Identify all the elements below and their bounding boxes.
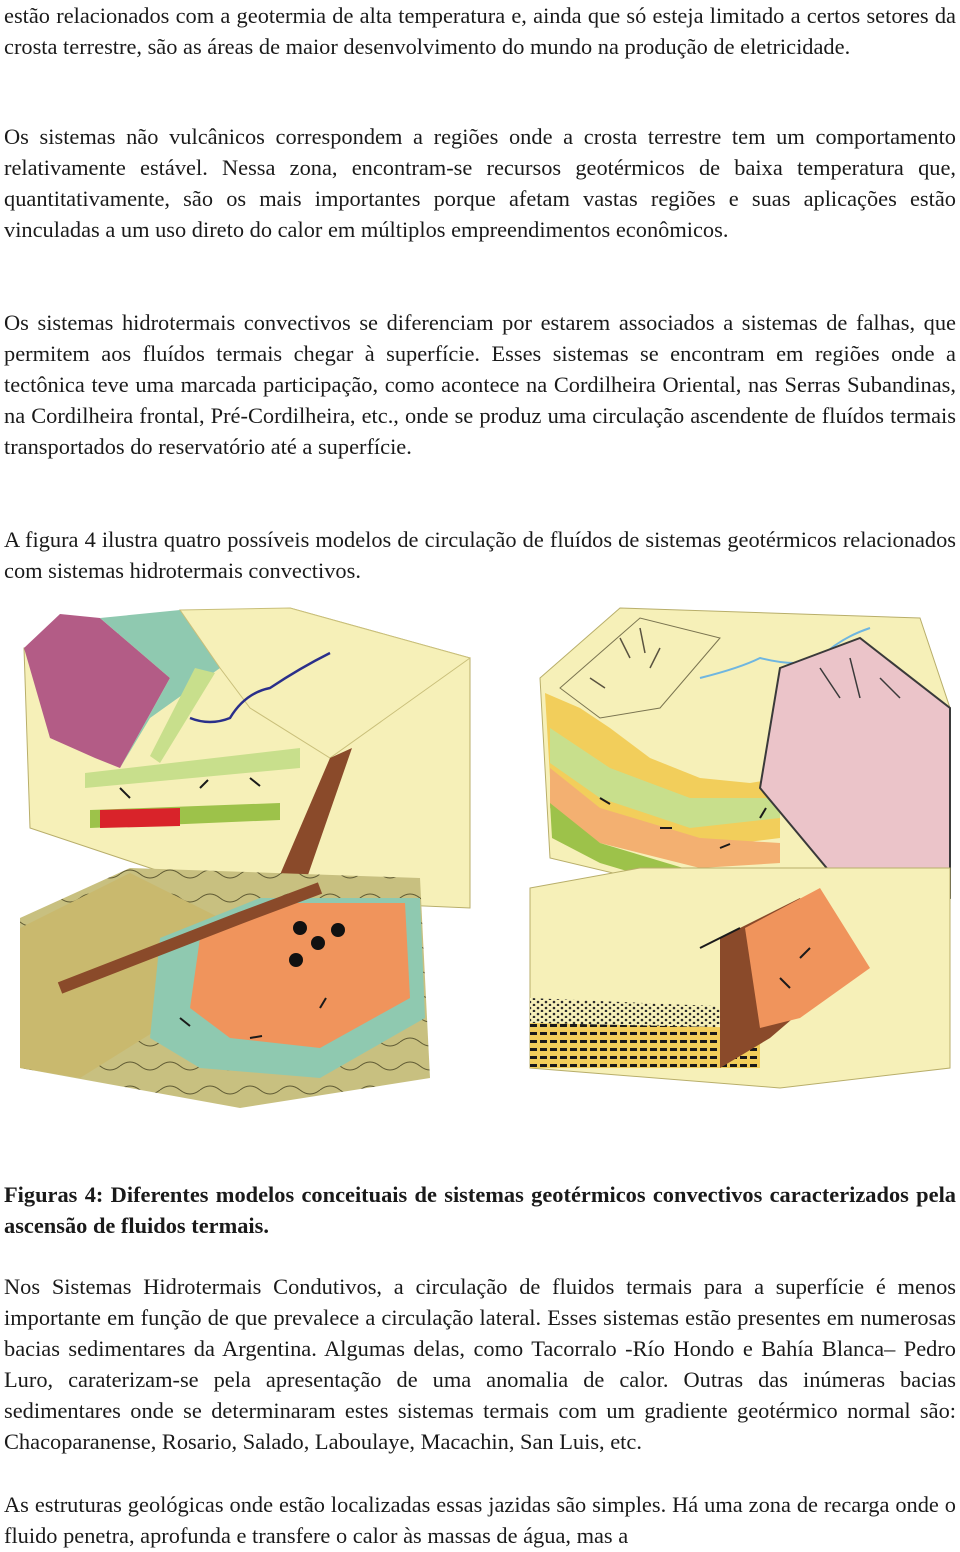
paragraph-conductive-systems: Nos Sistemas Hidrotermais Condutivos, a circulação de fluidos termais para a superfície é menos importante em função de que prevalece a circulação lateral. Esses sistemas estão presentes em numerosas bacias sedimentares da Argentina. Algumas delas, como Tacorralo -Río Hondo e Bahía Blanca– Pedro Luro, caraterizam-se pela apresentação de uma anomalia de calor. Outras das inúmeras bacias sedimentares onde se determinaram estes sistemas termais com um gradiente geotérmico normal são: Chacoparanense, Rosario, Salado, Laboulaye, Macachin, San Luis, etc. <box>4 1274 956 1454</box>
figure-caption: Figuras 4: Diferentes modelos conceituais de sistemas geotérmicos convectivos caracterizados pela ascensão de fluidos termais. <box>4 1182 956 1238</box>
paragraph-figure-reference: A figura 4 ilustra quatro possíveis modelos de circulação de fluídos de sistemas geotérmicos relacionados com sistemas hidrotermais convectivos. <box>4 527 956 583</box>
panel-folded-layers <box>20 868 430 1108</box>
paragraph-non-volcanic-systems: Os sistemas não vulcânicos correspondem a regiões onde a crosta terrestre tem um comportamento relativamente estável. Nessa zona, encontram-se recursos geotérmicos de baixa temperatura que, quantitativamente, são os mais importantes porque afetam vastas regiões e suas aplicações estão vinculadas a um uso direto do calor em múltiplos empreendimentos econômicos. <box>4 124 956 242</box>
paragraph-geologic-structures: As estruturas geológicas onde estão localizadas essas jazidas são simples. Há uma zona de recarga onde o fluido penetra, aprofunda e transfere o calor às massas de água, mas a <box>4 1492 956 1548</box>
panel-fault-block <box>24 608 470 908</box>
panel-normal-fault <box>530 868 950 1088</box>
paragraph-hydrothermal-convective: Os sistemas hidrotermais convectivos se diferenciam por estarem associados a sistemas de falhas, que permitem aos fluídos termais chegar à superfície. Esses sistemas se encontram em regiões onde a tectônica teve uma marcada participação, como acontece na Cordilheira Oriental, nas Serras Subandinas, na Cordilheira frontal, Pré-Cordilheira, etc., onde se produz uma circulação ascendente de fluídos termais transportados do reservatório até a superfície. <box>4 310 956 459</box>
paragraph-intro-continued: estão relacionados com a geotermia de alta temperatura e, ainda que só esteja limitado a certos setores da crosta terrestre, são as áreas de maior desenvolvimento do mundo na produção de eletricidade. <box>4 3 956 59</box>
geothermal-models-figure <box>0 598 960 1130</box>
panel-anticline <box>540 608 950 908</box>
